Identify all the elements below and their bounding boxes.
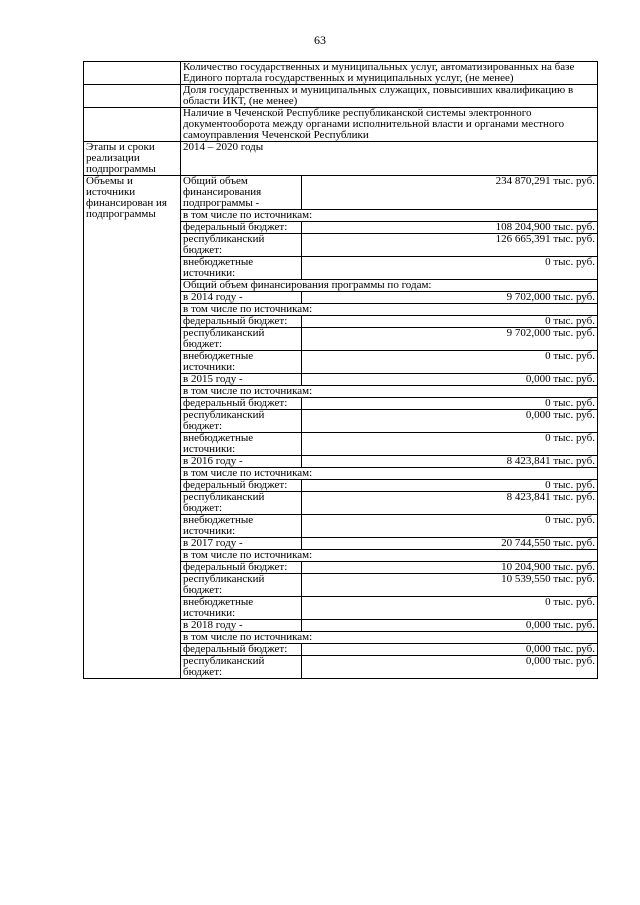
stages-label: Этапы и сроки реализации подпрограммы [84,142,181,176]
indicator-row [84,108,598,142]
financing-label: Объемы и источники финансирован ия подпрограммы [84,176,181,679]
source-name: федеральный бюджет: [181,644,302,656]
amount-value: 108 204,900 тыс. руб. [302,222,598,234]
source-name: внебюджетные источники: [181,433,302,456]
source-name: федеральный бюджет: [181,398,302,410]
source-name: федеральный бюджет: [181,562,302,574]
source-name: в 2017 году - [181,538,302,550]
source-name: внебюджетные источники: [181,257,302,280]
page-number: 63 [314,33,326,47]
financing-subheader: в том числе по источникам: [181,632,598,644]
source-name: федеральный бюджет: [181,316,302,328]
source-name: в 2016 году - [181,456,302,468]
source-name: республиканский бюджет: [181,492,302,515]
indicator-text: Количество государственных и муниципальных услуг, автоматизированных на базе Единого портала государственных и муниципальных услуг, (не менее) [181,62,598,85]
financing-subheader: в том числе по источникам: [181,210,598,222]
amount-value: 20 744,550 тыс. руб. [302,538,598,550]
amount-value: 0 тыс. руб. [302,398,598,410]
amount-value: 0,000 тыс. руб. [302,410,598,433]
source-name: республиканский бюджет: [181,410,302,433]
amount-value: 10 204,900 тыс. руб. [302,562,598,574]
amount-value: 10 539,550 тыс. руб. [302,574,598,597]
amount-value: 0,000 тыс. руб. [302,656,598,679]
amount-value: 234 870,291 тыс. руб. [302,176,598,210]
financing-subheader: в том числе по источникам: [181,386,598,398]
financing-subheader: в том числе по источникам: [181,304,598,316]
source-name: республиканский бюджет: [181,656,302,679]
source-name: в 2014 году - [181,292,302,304]
amount-value: 126 665,391 тыс. руб. [302,234,598,257]
source-name: федеральный бюджет: [181,480,302,492]
stages-row [84,142,598,176]
empty-label-cell [84,62,181,85]
amount-value: 8 423,841 тыс. руб. [302,456,598,468]
source-name: в 2018 году - [181,620,302,632]
financing-subheader: в том числе по источникам: [181,550,598,562]
empty-label-cell [84,108,181,142]
source-name: внебюджетные источники: [181,351,302,374]
amount-value: 0 тыс. руб. [302,433,598,456]
source-name: в 2015 году - [181,374,302,386]
program-passport-table [83,61,598,679]
amount-value: 0 тыс. руб. [302,351,598,374]
amount-value: 0,000 тыс. руб. [302,620,598,632]
amount-value: 8 423,841 тыс. руб. [302,492,598,515]
source-name: федеральный бюджет: [181,222,302,234]
indicator-row [84,62,598,85]
empty-label-cell [84,85,181,108]
stages-value: 2014 – 2020 годы [181,142,598,176]
indicator-text: Доля государственных и муниципальных служащих, повысивших квалификацию в области ИКТ, (не менее) [181,85,598,108]
financing-subheader: в том числе по источникам: [181,468,598,480]
amount-value: 0 тыс. руб. [302,515,598,538]
amount-value: 0 тыс. руб. [302,480,598,492]
amount-value: 0,000 тыс. руб. [302,374,598,386]
financing-subheader: Общий объем финансирования программы по годам: [181,280,598,292]
source-name: Общий объем финансирования подпрограммы - [181,176,302,210]
amount-value: 9 702,000 тыс. руб. [302,328,598,351]
source-name: республиканский бюджет: [181,328,302,351]
source-name: республиканский бюджет: [181,234,302,257]
indicator-text: Наличие в Чеченской Республике республиканской системы электронного документооборота между органами исполнительной власти и органами местного самоуправления Чеченской Республики [181,108,598,142]
financing-row [84,176,598,210]
source-name: внебюджетные источники: [181,597,302,620]
indicator-row [84,85,598,108]
amount-value: 0,000 тыс. руб. [302,644,598,656]
source-name: внебюджетные источники: [181,515,302,538]
amount-value: 0 тыс. руб. [302,316,598,328]
amount-value: 0 тыс. руб. [302,257,598,280]
amount-value: 9 702,000 тыс. руб. [302,292,598,304]
source-name: республиканский бюджет: [181,574,302,597]
amount-value: 0 тыс. руб. [302,597,598,620]
